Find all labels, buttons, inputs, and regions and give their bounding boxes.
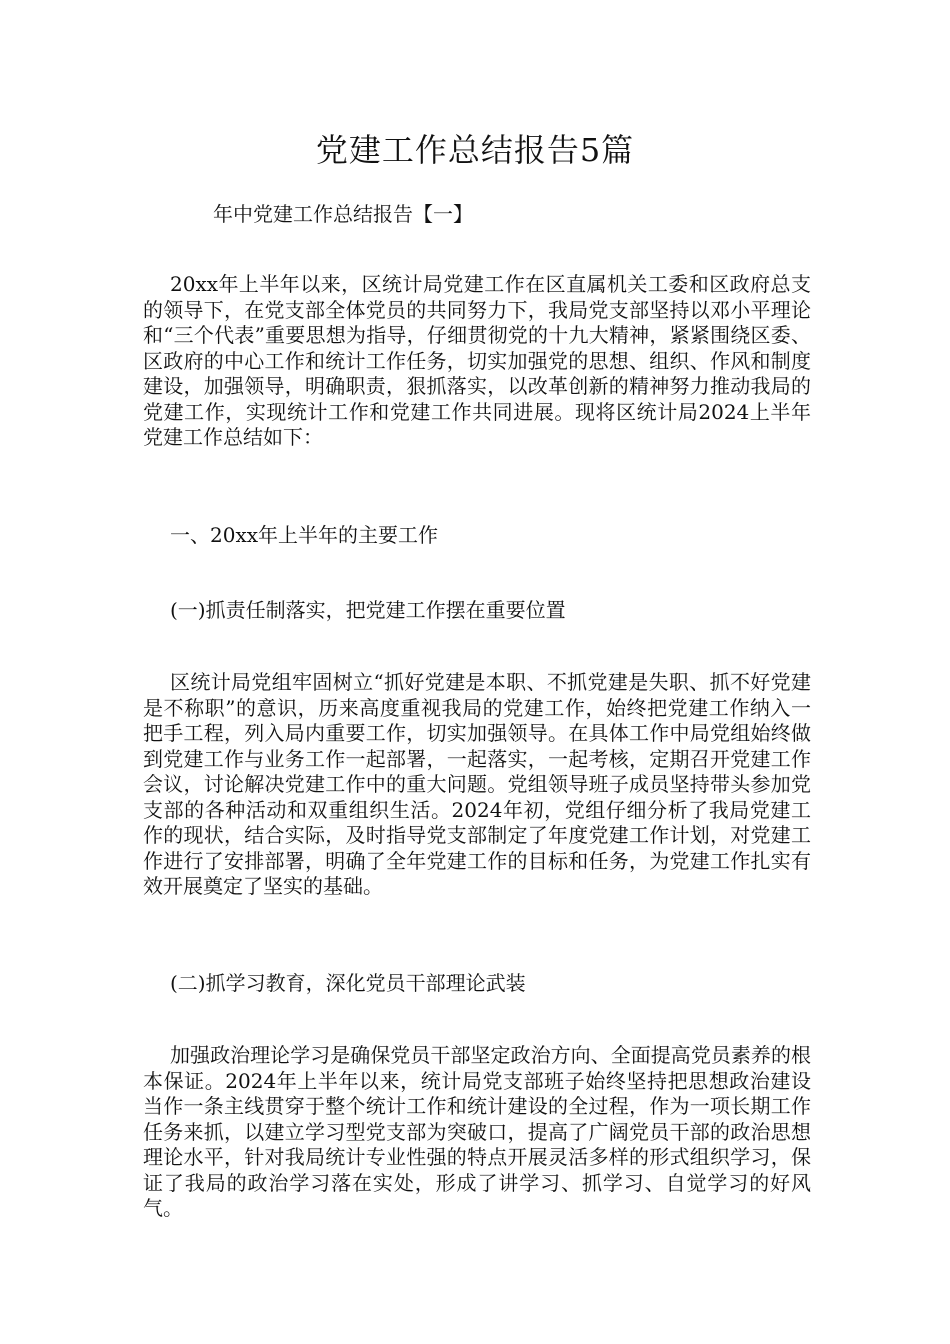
- paragraph-study: 加强政治理论学习是确保党员干部坚定政治方向、全面提高党员素养的根本保证。2024年上半年以来，统计局党支部班子始终坚持把思想政治建设当作一条主线贯穿于整个统计工作和统计建设的全过程，作为一项长期工作任务来抓，以建立学习型党支部为突破口，提高了广阔党员干部的政治思想理论水平，针对我局统计专业性强的特点开展灵活多样的形式组织学习，保证了我局的政治学习落在实处，形成了讲学习、抓学习、自觉学习的好风气。: [143, 1043, 811, 1220]
- subsection-heading-responsibility: (一)抓责任制落实，把党建工作摆在重要位置: [170, 598, 566, 622]
- document-title: 党建工作总结报告5篇: [315, 131, 635, 169]
- paragraph-intro: 20xx年上半年以来，区统计局党建工作在区直属机关工委和区政府总支的领导下，在党支部全体党员的共同努力下，我局党支部坚持以邓小平理论和“三个代表”重要思想为指导，仔细贯彻党的十九大精神，紧紧围绕区委、区政府的中心工作和统计工作任务，切实加强党的思想、组织、作风和制度建设，加强领导，明确职责，狠抓落实，以改革创新的精神努力推动我局的党建工作，实现统计工作和党建工作共同进展。现将区统计局2024上半年党建工作总结如下：: [143, 272, 811, 449]
- document-subtitle: 年中党建工作总结报告【一】: [213, 202, 473, 226]
- subsection-heading-study: (二)抓学习教育，深化党员干部理论武装: [170, 971, 526, 995]
- section-heading-main-work: 一、20xx年上半年的主要工作: [170, 523, 439, 547]
- paragraph-responsibility: 区统计局党组牢固树立“抓好党建是本职、不抓党建是失职、抓不好党建是不称职”的意识，历来高度重视我局的党建工作，始终把党建工作纳入一把手工程，列入局内重要工作，切实加强领导。在具体工作中局党组始终做到党建工作与业务工作一起部署，一起落实，一起考核，定期召开党建工作会议，讨论解决党建工作中的重大问题。党组领导班子成员坚持带头参加党支部的各种活动和双重组织生活。2024年初，党组仔细分析了我局党建工作的现状，结合实际，及时指导党支部制定了年度党建工作计划，对党建工作进行了安排部署，明确了全年党建工作的目标和任务，为党建工作扎实有效开展奠定了坚实的基础。: [143, 670, 811, 898]
